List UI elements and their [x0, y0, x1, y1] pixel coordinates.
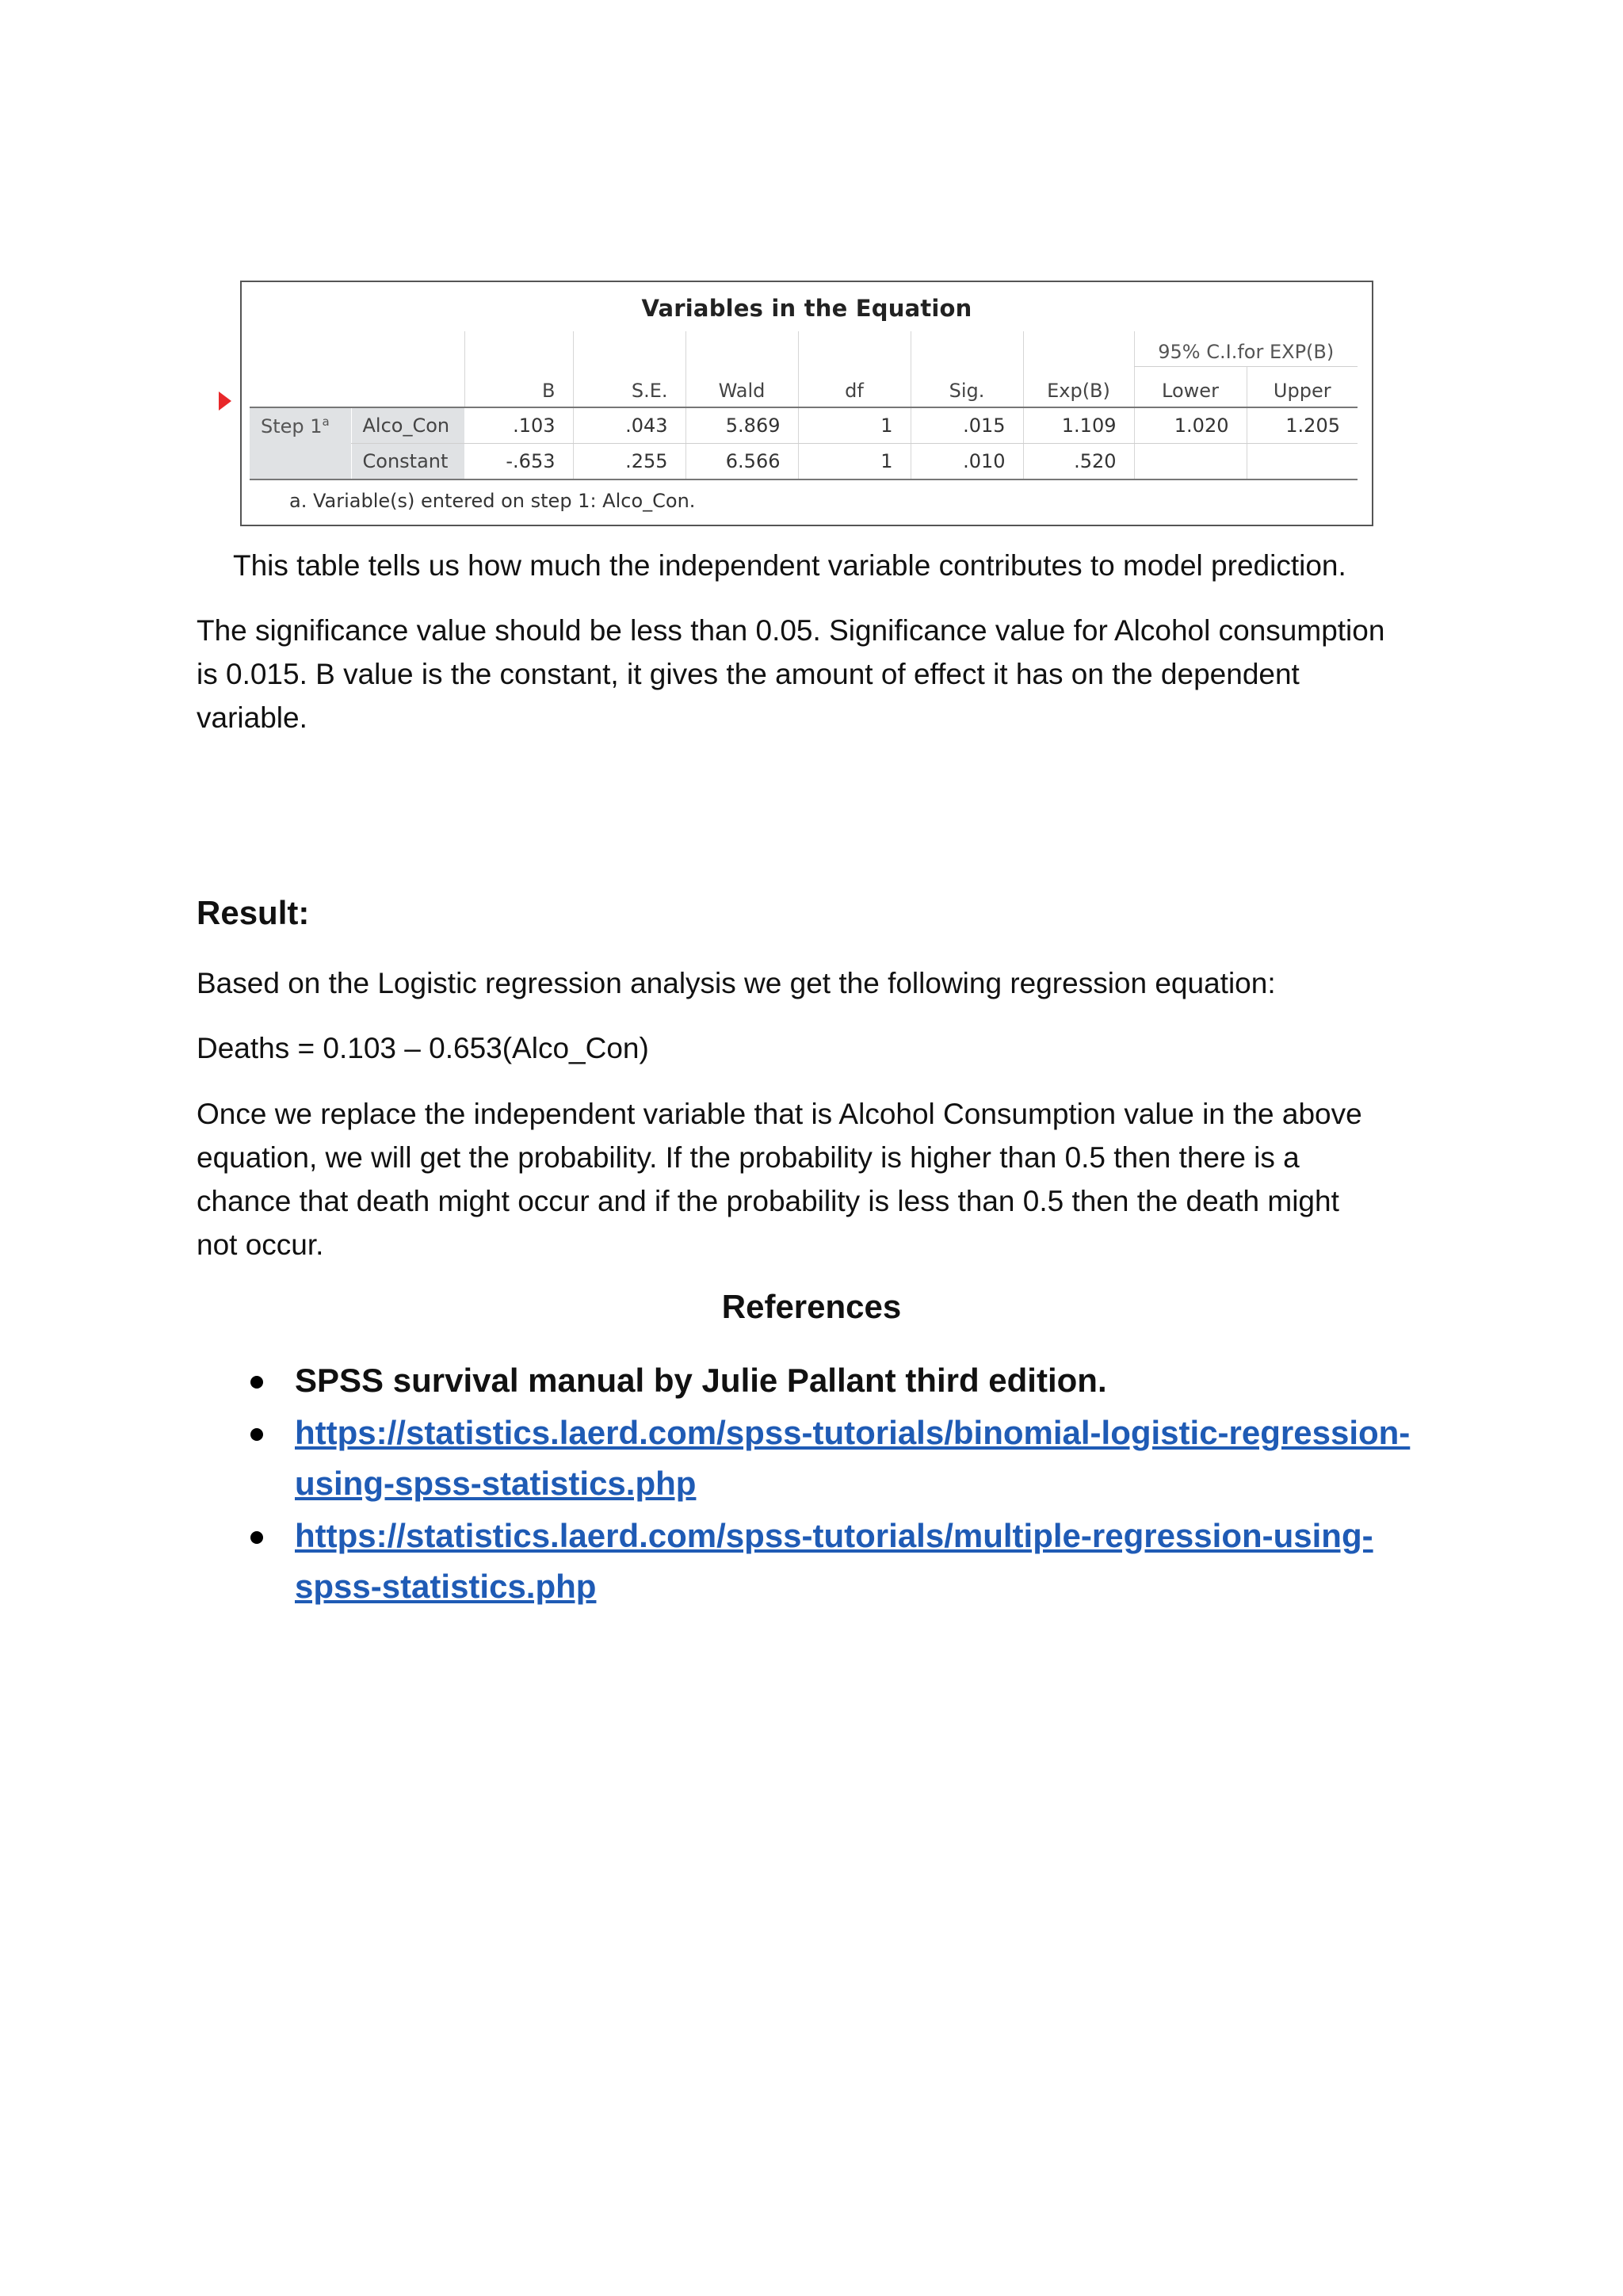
result-heading: Result:	[197, 894, 310, 931]
significance-line-2: is 0.015. B value is the constant, it gives the amount of effect it has on the dependent	[197, 658, 1300, 690]
list-item	[238, 1355, 1442, 1406]
references-heading: References	[721, 1288, 902, 1325]
explanation-line-1: Once we replace the independent variable that is Alcohol Consumption value in the above	[197, 1098, 1362, 1130]
significance-line-1: The significance value should be less than 0.05. Significance value for Alcohol consumption	[197, 614, 1385, 647]
header-se: S.E.	[573, 367, 685, 408]
header-wald: Wald	[685, 367, 798, 408]
regression-equation: Deaths = 0.103 – 0.653(Alco_Con)	[197, 1032, 649, 1064]
list-item	[238, 1408, 1442, 1509]
cell-expb: .520	[1023, 444, 1134, 480]
cell-expb: 1.109	[1023, 407, 1134, 444]
list-item	[238, 1511, 1442, 1612]
header-lower: Lower	[1134, 367, 1247, 408]
table-caption: This table tells us how much the independent variable contributes to model prediction.	[233, 549, 1346, 582]
row-name: Alco_Con	[351, 407, 464, 444]
result-intro: Based on the Logistic regression analysis we get the following regression equation:	[197, 967, 1276, 999]
row-marker-icon	[219, 392, 231, 411]
cell-lower: 1.020	[1134, 407, 1247, 444]
cell-b: -.653	[464, 444, 573, 480]
cell-b: .103	[464, 407, 573, 444]
explanation-line-3: chance that death might occur and if the probability is less than 0.5 then the death might	[197, 1185, 1339, 1217]
row-name: Constant	[351, 444, 464, 480]
ci-header-row	[250, 331, 1358, 367]
cell-se: .043	[573, 407, 685, 444]
cell-se: .255	[573, 444, 685, 480]
references-list	[238, 1355, 1442, 1614]
cell-sig: .010	[911, 444, 1023, 480]
column-header-row	[250, 367, 1358, 408]
reference-link-multiple[interactable]: https://statistics.laerd.com/spss-tutorials/multiple-regression-using- spss-statistics.php	[295, 1517, 1373, 1605]
cell-lower	[1134, 444, 1247, 480]
cell-wald: 6.566	[685, 444, 798, 480]
header-df: df	[798, 367, 911, 408]
cell-sig: .015	[911, 407, 1023, 444]
reference-book: SPSS survival manual by Julie Pallant third edition.	[295, 1362, 1107, 1399]
table-row	[250, 407, 1358, 444]
header-upper: Upper	[1247, 367, 1358, 408]
spss-output-table	[240, 281, 1373, 526]
table-row	[250, 444, 1358, 480]
cell-df: 1	[798, 444, 911, 480]
header-b: B	[464, 367, 573, 408]
cell-upper	[1247, 444, 1358, 480]
table-footnote: a. Variable(s) entered on step 1: Alco_Con.	[289, 490, 696, 512]
variables-table	[250, 331, 1358, 480]
explanation-line-4: not occur.	[197, 1228, 324, 1261]
header-sig: Sig.	[911, 367, 1023, 408]
significance-line-3: variable.	[197, 701, 307, 734]
reference-link-binomial[interactable]: https://statistics.laerd.com/spss-tutorials/binomial-logistic-regression- using-spss-statistics.php	[295, 1414, 1411, 1502]
cell-wald: 5.869	[685, 407, 798, 444]
cell-df: 1	[798, 407, 911, 444]
table-title: Variables in the Equation	[641, 295, 972, 322]
cell-upper: 1.205	[1247, 407, 1358, 444]
ci-header: 95% C.I.for EXP(B)	[1134, 331, 1358, 367]
explanation-line-2: equation, we will get the probability. If the probability is higher than 0.5 then there is a	[197, 1141, 1300, 1174]
step-label: Step 1$^a$	[250, 407, 351, 479]
header-expb: Exp(B)	[1023, 367, 1134, 408]
